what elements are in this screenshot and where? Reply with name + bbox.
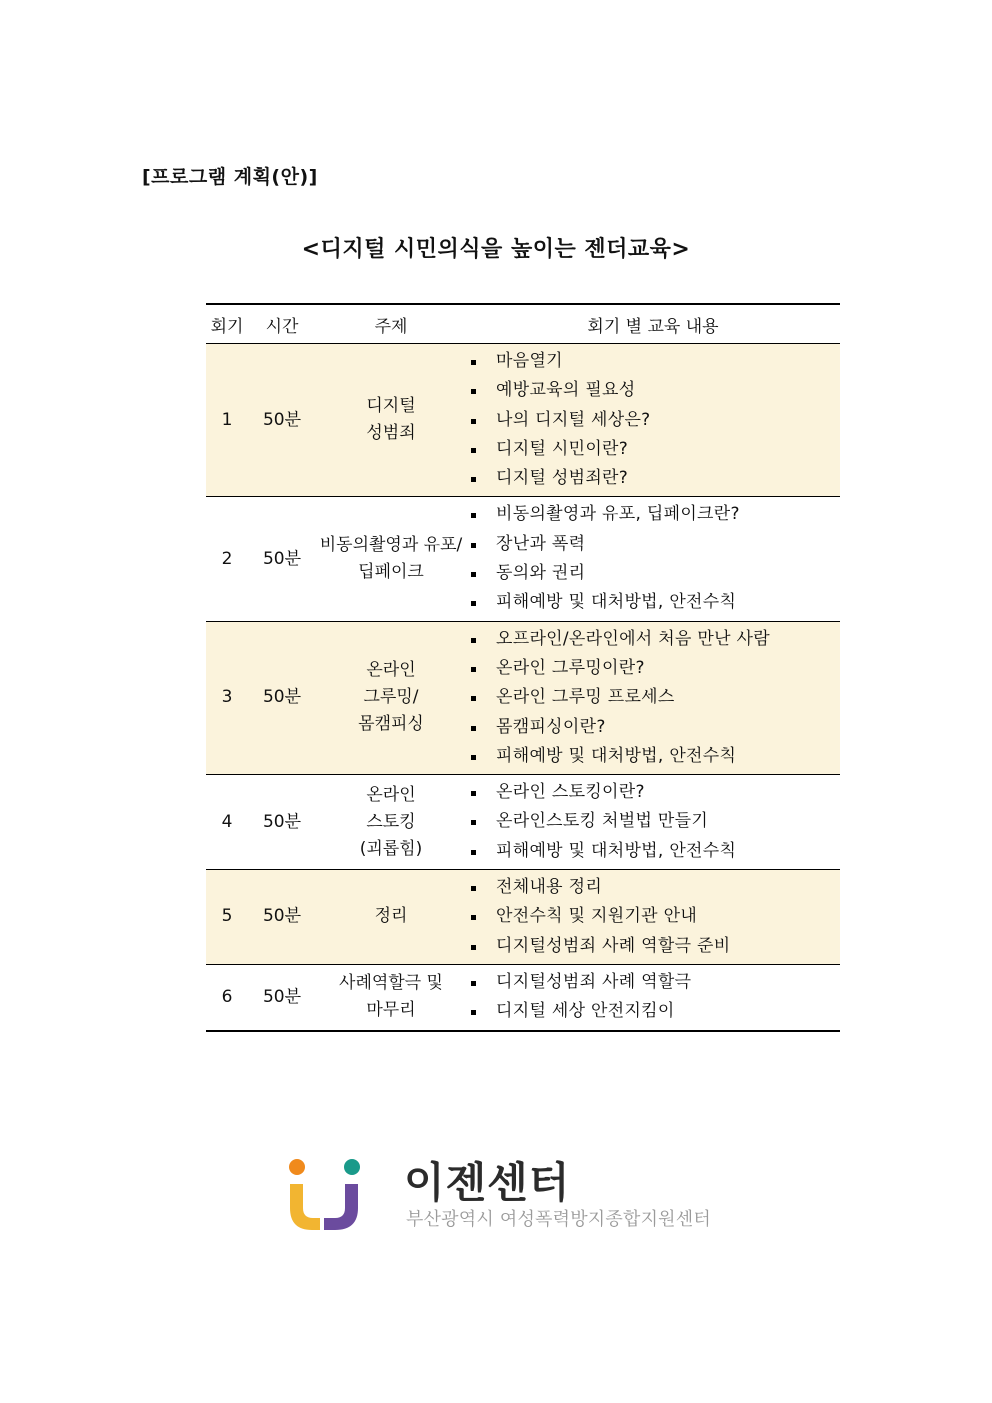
content-cell — [466, 344, 840, 497]
table-header-row — [206, 304, 840, 344]
header-content: 회기 별 교육 내용 — [466, 304, 840, 344]
table-row — [206, 497, 840, 621]
list-item: 피해예방 및 대처방법, 안전수칙 — [466, 837, 840, 866]
topic-cell — [316, 344, 466, 497]
section-label: [프로그램 계획(안)] — [142, 166, 318, 188]
topic-line: (괴롭힘) — [359, 838, 423, 859]
list-item: 피해예방 및 대처방법, 안전수칙 — [466, 588, 840, 617]
logo-purple-stroke — [324, 1184, 358, 1230]
list-item: 디지털 세상 안전지킴이 — [466, 997, 840, 1026]
list-item: 나의 디지털 세상은? — [466, 406, 840, 435]
topic-cell — [316, 964, 466, 1030]
topic-line: 그루밍/ — [363, 687, 419, 708]
list-item: 디지털성범죄 사례 역할극 — [466, 968, 840, 997]
topic-line: 온라인 — [366, 784, 416, 805]
time-cell: 50분 — [248, 621, 316, 774]
topic-line: 비동의촬영과 유포/ — [319, 535, 463, 556]
list-item: 온라인 스토킹이란? — [466, 778, 840, 807]
list-item: 몸캠피싱이란? — [466, 713, 840, 742]
content-cell — [466, 621, 840, 774]
topic-line: 정리 — [374, 906, 408, 927]
table-row — [206, 621, 840, 774]
session-cell: 1 — [206, 344, 248, 497]
content-list — [466, 497, 840, 620]
topic-line: 온라인 — [366, 660, 416, 681]
time-cell: 50분 — [248, 344, 316, 497]
table-row — [206, 964, 840, 1030]
topic-cell — [316, 497, 466, 621]
topic-line: 딥페이크 — [358, 562, 424, 583]
topic-line: 성범죄 — [366, 423, 416, 444]
list-item: 비동의촬영과 유포, 딥페이크란? — [466, 500, 840, 529]
ijen-logo-icon — [286, 1158, 364, 1234]
header-topic: 주제 — [316, 304, 466, 344]
topic-cell — [316, 870, 466, 965]
list-item: 디지털 시민이란? — [466, 435, 840, 464]
list-item: 피해예방 및 대처방법, 안전수칙 — [466, 742, 840, 771]
session-cell: 5 — [206, 870, 248, 965]
topic-line: 몸캠피싱 — [358, 714, 424, 735]
table-row — [206, 775, 840, 870]
program-plan-table — [206, 303, 840, 1032]
content-cell — [466, 775, 840, 870]
topic-cell — [316, 775, 466, 870]
list-item: 마음열기 — [466, 347, 840, 376]
content-list — [466, 775, 840, 869]
list-item: 안전수칙 및 지원기관 안내 — [466, 902, 840, 931]
list-item: 디지털 성범죄란? — [466, 464, 840, 493]
header-session: 회기 — [206, 304, 248, 344]
topic-line: 사례역할극 및 — [339, 973, 443, 994]
document-title: <디지털 시민의식을 높이는 젠더교육> — [301, 237, 691, 262]
time-cell: 50분 — [248, 870, 316, 965]
content-list — [466, 870, 840, 964]
content-list — [466, 344, 840, 496]
content-cell — [466, 870, 840, 965]
list-item: 오프라인/온라인에서 처음 만난 사람 — [466, 625, 840, 654]
time-cell: 50분 — [262, 548, 302, 569]
brand-subtitle: 부산광역시 여성폭력방지종합지원센터 — [406, 1209, 711, 1230]
session-cell: 2 — [221, 548, 233, 569]
time-cell: 50분 — [262, 811, 302, 832]
session-cell: 4 — [221, 811, 233, 832]
content-cell — [466, 964, 840, 1030]
topic-line: 스토킹 — [366, 811, 416, 832]
table-row — [206, 344, 840, 497]
header-time: 시간 — [248, 304, 316, 344]
list-item: 온라인 그루밍이란? — [466, 654, 840, 683]
list-item: 전체내용 정리 — [466, 873, 840, 902]
content-list — [466, 965, 840, 1030]
table-row — [206, 870, 840, 965]
list-item: 동의와 권리 — [466, 559, 840, 588]
list-item: 예방교육의 필요성 — [466, 376, 840, 405]
session-cell: 6 — [221, 986, 233, 1007]
logo-orange-dot — [289, 1159, 305, 1175]
logo-gold-stroke — [290, 1184, 320, 1230]
list-item: 온라인스토킹 처벌법 만들기 — [466, 807, 840, 836]
logo-teal-dot — [344, 1159, 360, 1175]
content-list — [466, 622, 840, 774]
topic-line: 디지털 — [366, 396, 416, 417]
topic-line: 마무리 — [366, 1000, 416, 1021]
topic-cell — [316, 621, 466, 774]
list-item: 장난과 폭력 — [466, 530, 840, 559]
brand-name: 이젠센터 — [404, 1158, 571, 1207]
session-cell: 3 — [206, 621, 248, 774]
time-cell: 50분 — [262, 986, 302, 1007]
list-item: 온라인 그루밍 프로세스 — [466, 683, 840, 712]
list-item: 디지털성범죄 사례 역할극 준비 — [466, 932, 840, 961]
content-cell — [466, 497, 840, 621]
